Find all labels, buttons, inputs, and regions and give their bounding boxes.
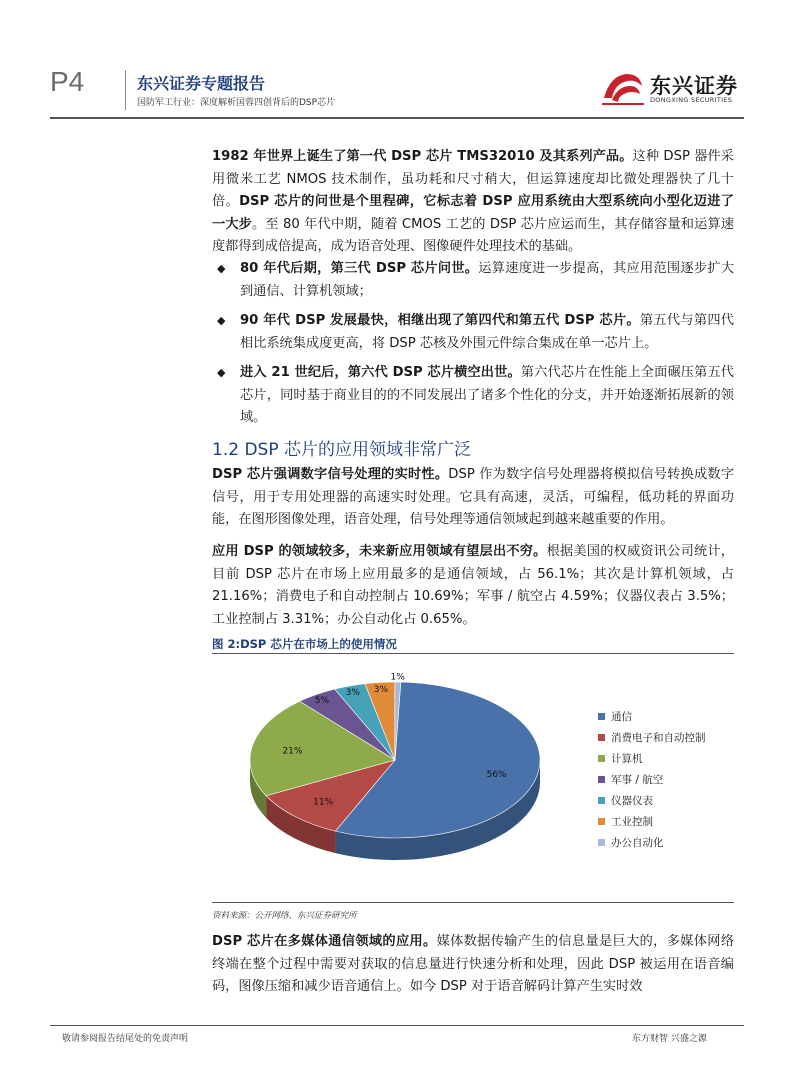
para4-bold: DSP 芯片在多媒体通信领域的应用。 <box>212 934 437 949</box>
legend-item <box>598 832 706 853</box>
section-heading: 1.2 DSP 芯片的应用领域非常广泛 <box>212 440 471 460</box>
bullet-item <box>240 310 734 355</box>
pie-data-label: 3% <box>345 688 360 699</box>
legend-label: 办公自动化 <box>611 837 664 849</box>
legend-item <box>598 790 706 811</box>
header-divider <box>125 70 126 110</box>
bullet-item <box>240 362 734 430</box>
pie-data-label: 56% <box>486 769 507 780</box>
paragraph-multimedia <box>212 931 734 999</box>
footer-disclaimer: 敬请参阅报告结尾处的免责声明 <box>62 1034 189 1044</box>
legend-swatch <box>598 839 605 846</box>
bullet-icon: ◆ <box>217 314 226 327</box>
bullet-bold: 80 年代后期，第三代 DSP 芯片问世。 <box>240 261 479 276</box>
intro-text-2: 。至 80 年代中期，随着 CMOS 工艺的 DSP 芯片应运而生，其存储容量和运算速度都得到成倍提高，成为语音处理、图像硬件处理技术的基础。 <box>212 216 734 254</box>
bullet-text: 第五代与第四代相比系统集成度更高，将 DSP 芯核及外围元件综合集成在单一芯片上。 <box>240 313 734 351</box>
bullet-bold: 进入 21 世纪后，第六代 DSP 芯片横空出世。 <box>240 365 521 380</box>
logo-text: 东兴证券 <box>650 74 738 98</box>
legend-label: 通信 <box>611 711 632 723</box>
pie-data-label: 5% <box>314 696 330 707</box>
header-rule <box>50 117 744 119</box>
paragraph-applications <box>212 541 734 631</box>
figure-title: 图 2:DSP 芯片在市场上的使用情况 <box>212 637 397 651</box>
intro-bold-1: 1982 年世界上诞生了第一代 DSP 芯片 TMS32010 及其系列产品。 <box>212 149 633 164</box>
figure-bottom-rule <box>212 902 734 903</box>
bullet-text: 第六代芯片在性能上全面碾压第五代芯片，同时基于商业目的的不同发展出了诸多个性化的分支，并开始逐渐拓展新的领域。 <box>240 365 734 425</box>
legend-swatch <box>598 734 605 741</box>
pie-data-label: 11% <box>313 797 334 808</box>
pie-data-label: 21% <box>282 746 303 757</box>
bullet-item <box>240 258 734 303</box>
footer-slogan: 东方财智 兴盛之源 <box>632 1034 707 1044</box>
figure-top-rule <box>212 653 734 654</box>
intro-paragraph <box>212 146 734 259</box>
legend-label: 工业控制 <box>611 816 653 828</box>
para2-text: DSP 作为数字信号处理器将模拟信号转换成数字信号，用于专用处理器的高速实时处理。它具有高速，灵活，可编程，低功耗的界面功能，在图形图像处理，语音处理，信号处理等通信领域起到越来越重要的作用。 <box>212 467 735 527</box>
legend-label: 消费电子和自动控制 <box>611 732 706 744</box>
bullet-text: 运算速度进一步提高，其应用范围逐步扩大到通信、计算机领域； <box>240 261 735 299</box>
legend-item <box>598 748 706 769</box>
legend-swatch <box>598 776 605 783</box>
para2-bold: DSP 芯片强调数字信号处理的实时性。 <box>212 467 449 482</box>
page-number: P4 <box>50 66 85 97</box>
bullet-icon: ◆ <box>217 366 226 379</box>
bullet-icon: ◆ <box>217 262 226 275</box>
report-title: 东兴证券专题报告 <box>137 74 266 93</box>
pie-chart <box>250 660 590 885</box>
legend-item <box>598 769 706 790</box>
para3-bold: 应用 DSP 的领域较多，未来新应用领域有望层出不穷。 <box>212 544 547 559</box>
legend-swatch <box>598 818 605 825</box>
figure-source: 资料来源：公开网络、东兴证券研究所 <box>212 911 357 921</box>
paragraph-realtime <box>212 464 734 532</box>
legend-item <box>598 727 706 748</box>
logo-english: DONGXING SECURITIES <box>650 96 733 104</box>
pie-data-label: 1% <box>390 672 405 683</box>
intro-bold-2: DSP 芯片的问世是个里程碑，它标志着 DSP 应用系统由大型系统向小型化迈进了一大步 <box>212 194 734 232</box>
footer-rule <box>50 1025 744 1026</box>
chart-legend <box>598 706 706 853</box>
legend-swatch <box>598 713 605 720</box>
legend-item <box>598 811 706 832</box>
legend-item <box>598 706 706 727</box>
para3-text: 根据美国的权威资讯公司统计，目前 DSP 芯片在市场上应用最多的是通信领域，占 56.1%；其次是计算机领域，占 21.16%；消费电子和自动控制占 10.69%；军事 / 航空占 4.59%；仪器仪表占 3.5%；工业控制占 3.31%；办公自动化占 0.65%。 <box>212 544 734 627</box>
pie-data-label: 3% <box>373 684 389 695</box>
legend-swatch <box>598 797 605 804</box>
legend-label: 军事 / 航空 <box>611 774 664 786</box>
para4-text: 媒体数据传输产生的信息量是巨大的，多媒体网络终端在整个过程中需要对获取的信息量进行快速分析和处理，因此 DSP 被运用在语音编码，图像压缩和减少语音通信上。如今 DSP 对于语音解码计算产生实时效 <box>212 934 735 994</box>
legend-label: 计算机 <box>611 753 643 765</box>
bullet-bold: 90 年代 DSP 发展最快，相继出现了第四代和第五代 DSP 芯片。 <box>240 313 640 328</box>
intro-text-1: 这种 DSP 器件采用微米工艺 NMOS 技术制作，虽功耗和尺寸稍大，但运算速度却比微处理器快了几十倍。 <box>212 149 734 209</box>
company-logo-icon <box>600 68 646 108</box>
legend-label: 仪器仪表 <box>611 795 653 807</box>
legend-swatch <box>598 755 605 762</box>
report-subtitle: 国防军工行业：深度解析国蓉四创背后的DSP芯片 <box>137 98 336 108</box>
